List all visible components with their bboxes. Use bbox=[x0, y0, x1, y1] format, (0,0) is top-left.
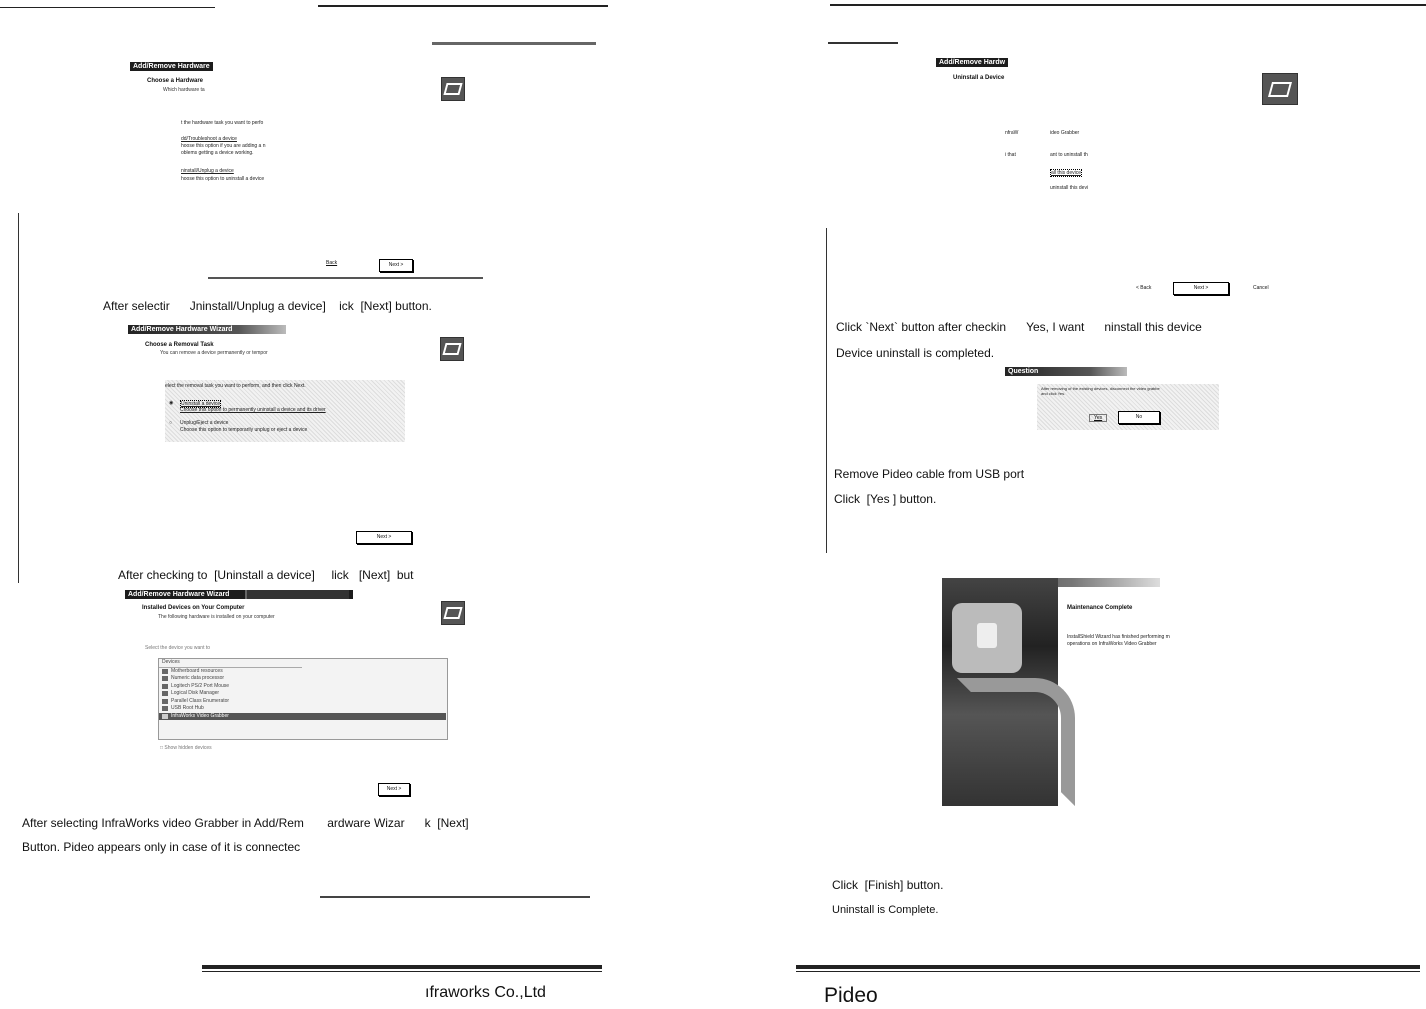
caption-step-1 bbox=[103, 299, 432, 313]
question-message: After removing of the existing devices, disconnect the video grabbe bbox=[1041, 386, 1160, 391]
caption-text: button. bbox=[906, 878, 944, 892]
option-uninstall-device[interactable]: Uninstall a device bbox=[181, 401, 221, 407]
caption-text: Click bbox=[834, 492, 860, 506]
hardware-wizard-icon bbox=[1262, 73, 1298, 105]
caption-option: Yes, I want bbox=[1026, 320, 1085, 334]
left-bottom-rule-a bbox=[320, 896, 590, 898]
dialog-heading: Choose a Hardware bbox=[147, 78, 204, 84]
device-item-selected[interactable]: InfraWorks Video Grabber bbox=[159, 713, 446, 721]
option-unplug-device-desc: Choose this option to temporarily unplug or eject a device bbox=[180, 427, 308, 433]
caption-text: After selectir bbox=[103, 299, 170, 313]
option-uninstall-no[interactable]: uninstall this devi bbox=[1050, 185, 1089, 191]
caption-text: Click `Next` button after checkin bbox=[836, 320, 1007, 334]
confirm-question: ant to uninstall th bbox=[1050, 152, 1088, 158]
radio-unplug-device[interactable]: ○ bbox=[169, 420, 173, 426]
left-margin-line bbox=[18, 213, 19, 583]
cancel-button[interactable]: Cancel bbox=[1253, 285, 1269, 291]
dialog-heading: Maintenance Complete bbox=[1067, 605, 1133, 611]
top-rule-left-a bbox=[0, 7, 215, 8]
dialog-prompt: Select the device you want to bbox=[145, 645, 211, 651]
caption-text: After selecting InfraWorks video Grabber in Add/Rem bbox=[22, 816, 304, 830]
caption-step-3-line-2: Button. Pideo appears only in case of it is connectec bbox=[22, 840, 301, 854]
device-item[interactable]: USB Root Hub bbox=[159, 705, 447, 713]
caption-text: ick bbox=[339, 299, 354, 313]
caption-text: ninstall this device bbox=[1104, 320, 1202, 334]
caption-text: but bbox=[396, 568, 414, 582]
caption-text: button. bbox=[395, 299, 432, 313]
caption-step-4 bbox=[836, 320, 1202, 334]
hardware-wizard-icon bbox=[441, 601, 465, 625]
caption-step-9: Uninstall is Complete. bbox=[832, 904, 939, 916]
right-footer-rule-2 bbox=[796, 971, 1420, 972]
device-name: ideo Grabber bbox=[1050, 130, 1080, 136]
caption-yes: [Yes ] bbox=[866, 492, 897, 506]
caption-text: k bbox=[424, 816, 431, 830]
next-button[interactable]: Next > bbox=[379, 259, 413, 272]
next-button[interactable]: Next > bbox=[356, 531, 412, 544]
dialog-title: Add/Remove Hardware Wizard bbox=[125, 590, 353, 599]
dialog-prompt: t the hardware task you want to perfo bbox=[181, 120, 264, 126]
dialog-heading: Uninstall a Device bbox=[953, 75, 1005, 81]
caption-option: [Uninstall a device] bbox=[214, 568, 315, 582]
scan-rule-a bbox=[432, 42, 596, 45]
dialog-uninstall-device bbox=[933, 55, 1293, 300]
yes-button[interactable]: Yes bbox=[1089, 414, 1107, 422]
confirm-label: i that bbox=[1005, 152, 1016, 158]
dialog-heading: Choose a Removal Task bbox=[145, 342, 214, 348]
dialog-subheading: You can remove a device permanently or tempor bbox=[160, 350, 268, 356]
device-list[interactable] bbox=[158, 658, 448, 740]
completion-text-2: operations on InfraWorks Video Grabber bbox=[1067, 641, 1157, 647]
caption-step-3-line-1 bbox=[22, 816, 469, 830]
dialog-bottom-edge bbox=[208, 277, 483, 279]
caption-text: Click bbox=[832, 878, 858, 892]
hardware-wizard-icon bbox=[440, 337, 464, 361]
installshield-arrow-icon bbox=[957, 678, 1075, 806]
show-hidden-devices-checkbox[interactable]: □ Show hidden devices bbox=[160, 745, 212, 751]
list-header: Devices bbox=[159, 659, 302, 668]
question-message-2: and click Yes. bbox=[1041, 391, 1066, 396]
top-rule-left-b bbox=[318, 5, 608, 7]
caption-text: After checking to bbox=[118, 568, 208, 582]
caption-step-2 bbox=[118, 568, 414, 582]
top-rule-right bbox=[830, 4, 1426, 6]
next-button[interactable]: Next > bbox=[378, 783, 410, 796]
caption-step-5: Device uninstall is completed. bbox=[836, 346, 995, 360]
dialog-title: Add/Remove Hardware bbox=[130, 62, 213, 71]
right-footer-rule bbox=[796, 965, 1420, 969]
device-item[interactable]: Parallel Class Enumerator bbox=[159, 698, 447, 706]
hardware-wizard-icon bbox=[441, 77, 465, 101]
right-margin-line bbox=[826, 228, 827, 553]
footer-brand: Pideo bbox=[824, 984, 878, 1007]
dialog-heading: Installed Devices on Your Computer bbox=[142, 605, 245, 611]
option-add-troubleshoot-desc: hoose this option if you are adding a n bbox=[181, 143, 266, 149]
dialog-prompt: elect the removal task you want to perform, and then click Next. bbox=[165, 383, 306, 389]
dialog-title: Add/Remove Hardware Wizard bbox=[128, 325, 286, 334]
option-add-troubleshoot-desc-2: oblems getting a device working. bbox=[181, 150, 254, 156]
installshield-banner-image bbox=[942, 578, 1058, 806]
caption-text: ardware Wizar bbox=[327, 816, 405, 830]
installshield-disc-icon bbox=[977, 623, 997, 648]
radio-uninstall-device[interactable]: ◉ bbox=[169, 400, 174, 406]
option-uninstall-unplug-desc: hoose this option to uninstall a device bbox=[181, 176, 265, 182]
dialog-installed-devices bbox=[125, 588, 480, 803]
dialog-title: Question bbox=[1005, 367, 1127, 376]
caption-text: button. bbox=[899, 492, 937, 506]
left-footer-rule-2 bbox=[202, 971, 602, 972]
caption-finish: [Finish] bbox=[864, 878, 904, 892]
option-add-troubleshoot[interactable]: dd/Troubleshoot a device bbox=[181, 136, 237, 142]
option-uninstall-device-desc: Choose this option to permanently uninstall a device and its driver bbox=[180, 407, 326, 413]
footer-company: ıfraworks Co.,Ltd bbox=[425, 984, 546, 1001]
dialog-title: Add/Remove Hardw bbox=[936, 58, 1008, 67]
device-item[interactable]: Motherboard resources bbox=[159, 668, 447, 676]
dialog-subheading: The following hardware is installed on your computer bbox=[158, 614, 275, 620]
caption-option: Jninstall/Unplug a device] bbox=[189, 299, 326, 313]
no-button[interactable]: No bbox=[1118, 411, 1160, 424]
left-footer-rule bbox=[202, 965, 602, 969]
next-button[interactable]: Next > bbox=[1173, 282, 1229, 295]
caption-step-8 bbox=[832, 878, 943, 892]
completion-text: InstallShield Wizard has finished performing m bbox=[1067, 634, 1170, 640]
dialog-subheading: Which hardware ta bbox=[163, 87, 205, 93]
caption-next: [Next] bbox=[360, 299, 392, 313]
caption-step-6: Remove Pideo cable from USB port bbox=[834, 467, 1025, 481]
device-item[interactable]: Numeric data processor bbox=[159, 675, 447, 683]
dialog-choose-removal-task bbox=[128, 323, 418, 553]
device-label: nfraW bbox=[1005, 130, 1019, 136]
caption-step-7 bbox=[834, 492, 936, 506]
option-uninstall-unplug[interactable]: ninstall/Unplug a device bbox=[181, 168, 234, 174]
device-item[interactable]: Logitech PS/2 Port Mouse bbox=[159, 683, 447, 691]
caption-next: [Next] bbox=[358, 568, 391, 582]
back-button[interactable]: Back bbox=[326, 260, 338, 266]
show-hidden-label: Show hidden devices bbox=[164, 745, 212, 751]
dialog-choose-hardware-task bbox=[125, 58, 485, 283]
option-unplug-device[interactable]: Unplug/Eject a device bbox=[180, 420, 229, 426]
back-button[interactable]: < Back bbox=[1136, 285, 1152, 291]
caption-next: [Next] bbox=[437, 816, 469, 830]
dialog-question bbox=[1005, 366, 1220, 432]
device-item[interactable]: Logical Disk Manager bbox=[159, 690, 447, 698]
caption-text: lick bbox=[331, 568, 349, 582]
option-uninstall-yes[interactable]: all this device bbox=[1051, 170, 1082, 176]
scan-rule-b bbox=[828, 42, 898, 44]
